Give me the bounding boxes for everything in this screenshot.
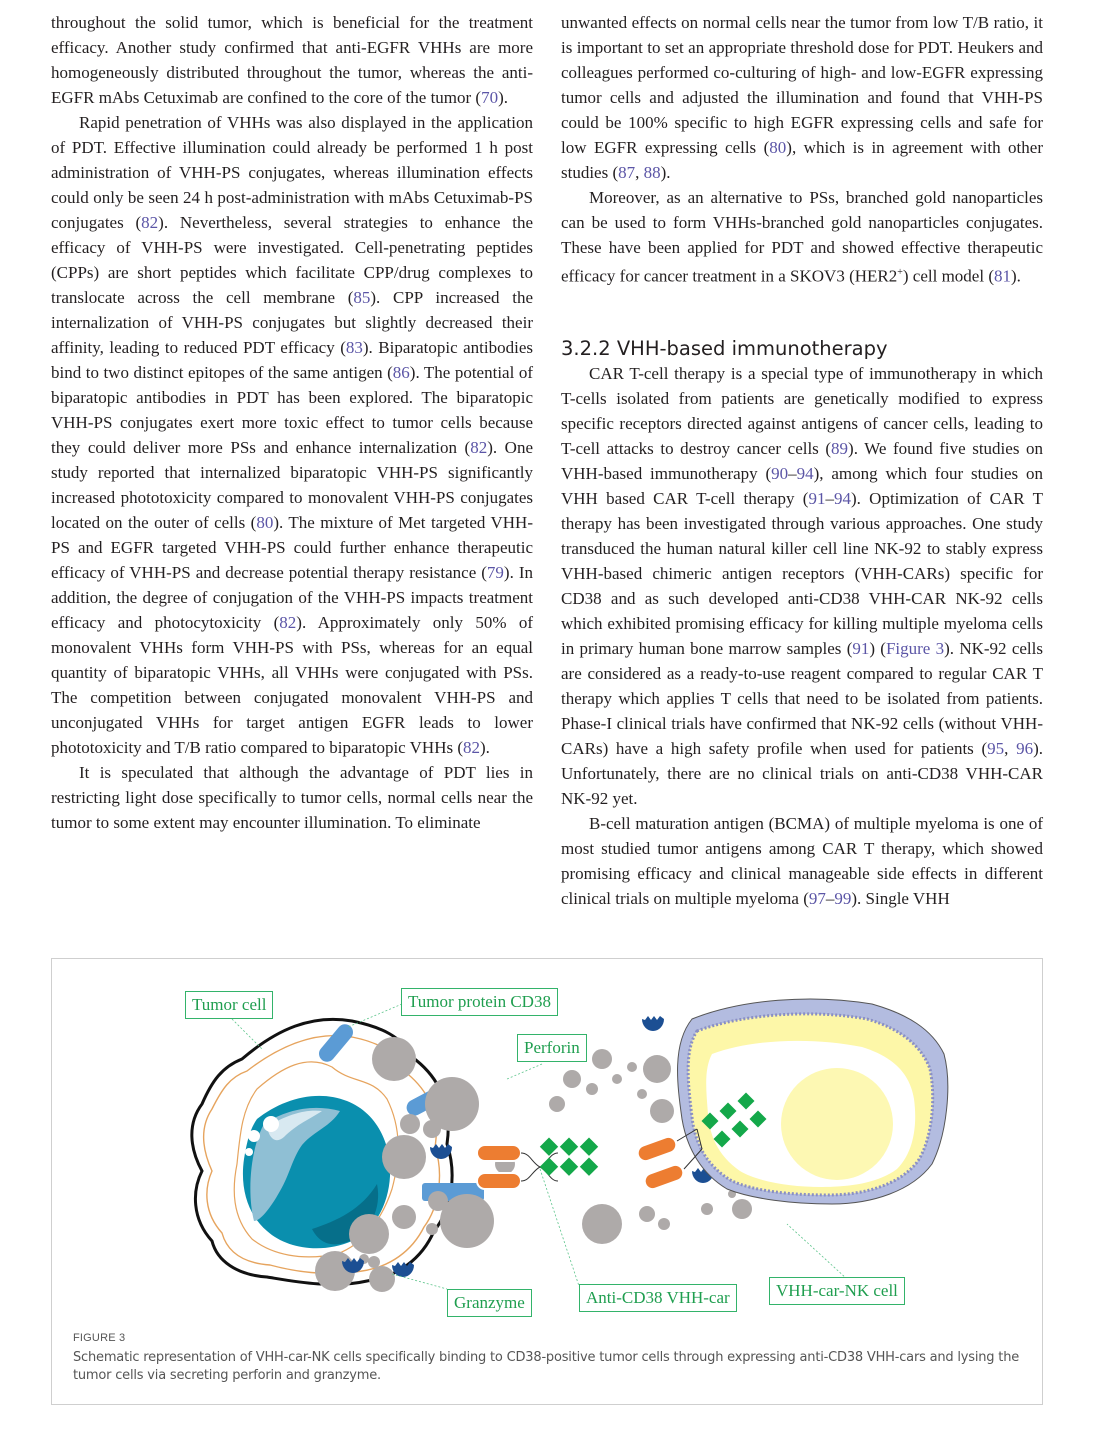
citation-link[interactable]: 88 — [643, 163, 661, 182]
citation-link[interactable]: 95 — [987, 738, 1005, 758]
schematic-illustration — [52, 959, 1044, 1406]
citation-link[interactable]: 97 — [808, 888, 826, 908]
citation-link[interactable]: 86 — [392, 363, 410, 382]
citation-link[interactable]: 82 — [463, 738, 481, 757]
citation-link[interactable]: 85 — [353, 288, 371, 307]
vhh-diamonds-left — [540, 1138, 598, 1176]
citation-link[interactable]: 89 — [831, 438, 849, 458]
citation-link[interactable]: 82 — [279, 613, 297, 632]
figure-3 — [51, 958, 1043, 1405]
paragraph: It is speculated that although the advantage of PDT lies in restricting light dose specifically to tumor cells, normal cells near the tumor to some extent may encounter illumination. To eliminate — [51, 763, 533, 832]
citation-link[interactable]: 94 — [796, 463, 814, 483]
paragraph: throughout the solid tumor, which is beneficial for the treatment efficacy. Another study confirmed that anti-EGFR VHHs are more homogeneously distributed throughout the tumor, whereas the anti-EGFR mAbs Cetuximab are confined to the core of the tumor (70). — [51, 13, 533, 107]
citation-link[interactable]: 70 — [481, 88, 499, 107]
label-tumor-cell: Tumor cell — [185, 991, 273, 1019]
superscript: + — [897, 267, 903, 278]
citation-link[interactable]: 79 — [486, 563, 504, 582]
citation-link[interactable]: 91 — [808, 488, 826, 508]
citation-link[interactable]: 87 — [618, 163, 636, 182]
label-tumor-protein-cd38: Tumor protein CD38 — [401, 988, 558, 1016]
figure-label: FIGURE 3 — [73, 1332, 126, 1344]
citation-link[interactable]: 82 — [470, 438, 488, 457]
right-text-column — [561, 10, 1043, 911]
paragraph: Moreover, as an alternative to PSs, branched gold nanoparticles can be used to form VHHs-branched gold nanoparticles conjugates. These have been applied for PDT and showed effective therapeutic efficacy for cancer treatment in a SKOV3 (HER2+) cell model (81). — [561, 188, 1043, 286]
label-perforin: Perforin — [517, 1034, 587, 1062]
figure-caption: Schematic representation of VHH-car-NK cells specifically binding to CD38-positive tumor cells through expressing anti-CD38 VHH-cars and lysing the tumor cells via secreting perforin and granzyme. — [73, 1350, 1020, 1383]
label-anti-cd38-vhh-car: Anti-CD38 VHH-car — [579, 1284, 737, 1312]
citation-link[interactable]: 96 — [1016, 738, 1034, 758]
citation-link[interactable]: 94 — [833, 488, 851, 508]
label-granzyme: Granzyme — [447, 1289, 532, 1317]
citation-link[interactable]: 90 — [771, 463, 789, 483]
citation-link[interactable]: 82 — [141, 213, 159, 232]
paragraph: unwanted effects on normal cells near the tumor from low T/B ratio, it is important to set an appropriate threshold dose for PDT. Heukers and colleagues performed co-culturing of high- and low-EGFR expressing tumor cells and adjusted the illumination and found that VHH-PS could be 100% specific to high EGFR expressing cells and safe for low EGFR expressing cells (80), which is in agreement with other studies (87, 88). — [561, 13, 1043, 182]
citation-link[interactable]: Figure 3 — [885, 638, 945, 658]
label-vhh-car-nk-cell: VHH-car-NK cell — [769, 1277, 905, 1305]
section-gap — [561, 289, 1043, 336]
nk-nucleus — [781, 1068, 893, 1180]
section-heading: 3.2.2 VHH-based immunotherapy — [561, 336, 888, 360]
paragraph: B-cell maturation antigen (BCMA) of multiple myeloma is one of most studied tumor antigens among CAR T therapy, which showed promising efficacy and clinical manageable side effects in different clinical trials on multiple myeloma (97–99). Single VHH — [561, 813, 1043, 908]
citation-link[interactable]: 99 — [834, 888, 852, 908]
paragraph: Rapid penetration of VHHs was also displayed in the application of PDT. Effective illumination could already be performed 1 h post administration of VHH-PS conjugates, whereas illumination effects could only be seen 24 h post-administration with mAbs Cetuximab-PS conjugates (82). Nevertheless, several strategies to enhance the efficacy of VHH-PS were investigated. Cell-penetrating peptides (CPPs) are short peptides which facilitate CPP/drug complexes to translocate across the cell membrane (85). CPP increased the internalization of VHH-PS conjugates but slightly decreased their affinity, leading to reduced PDT efficacy (83). Biparatopic antibodies bind to two distinct epitopes of the same antigen (86). The potential of biparatopic antibodies in PDT has been explored. The biparatopic VHH-PS conjugates exert more toxic effect to tumor cells because they could deliver more PSs and enhance internalization (82). One study reported that internalized biparatopic VHH-PS significantly increased phototoxicity compared to monovalent VHH-PS conjugates located on the outer of cells (80). The mixture of Met targeted VHH-PS and EGFR targeted VHH-PS could further enhance therapeutic efficacy of VHH-PS and decrease potential therapy resistance (79). In addition, the degree of conjugation of the VHH-PS impacts treatment efficacy and photocytoxicity (82). Approximately only 50% of monovalent VHHs form VHH-PS with PSs, whereas for an equal quantity of biparatopic VHHs, all VHHs were conjugated with PSs. The competition between conjugated monovalent VHH-PS and unconjugated VHHs for target antigen EGFR leads to lower phototoxicity and T/B ratio compared to biparatopic VHHs (82). — [51, 113, 534, 757]
paragraph: CAR T-cell therapy is a special type of immunotherapy in which T-cells isolated from patients are genetically modified to express specific receptors directed against antigens of cancer cells, leading to T-cell attacks to destroy cancer cells (89). We found five studies on VHH-based immunotherapy (90–94), among which four studies on VHH based CAR T-cell therapy (91–94). Optimization of CAR T therapy has been investigated through various approaches. One study transduced the human natural killer cell line NK-92 to stably express VHH-based chimeric antigen receptors (VHH-CARs) specific for CD38 and as such developed anti-CD38 VHH-CAR NK-92 cells which exhibited promising efficacy for killing multiple myeloma cells in primary human bone marrow samples (91) (Figure 3). NK-92 cells are considered as a ready-to-use reagent compared to regular CAR T therapy which applies T cells that need to be isolated from patients. Phase-I clinical trials have confirmed that NK-92 cells (without VHH-CARs) have a high safety profile when used for patients (95, 96). Unfortunately, there are no clinical trials on anti-CD38 VHH-CAR NK-92 yet. — [561, 363, 1044, 808]
citation-link[interactable]: 83 — [345, 338, 363, 357]
citation-link[interactable]: 80 — [256, 513, 274, 532]
citation-link[interactable]: 91 — [852, 638, 870, 658]
citation-link[interactable]: 81 — [994, 266, 1011, 286]
left-text-column — [51, 10, 533, 835]
citation-link[interactable]: 80 — [769, 138, 787, 157]
